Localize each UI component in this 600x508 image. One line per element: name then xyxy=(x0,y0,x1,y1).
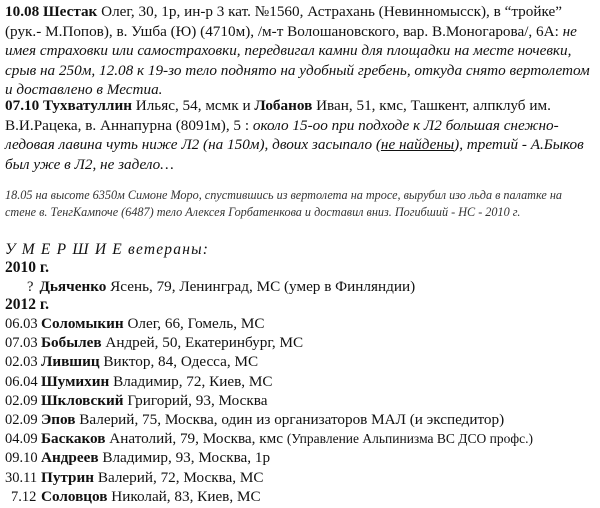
death-date: 06.03 xyxy=(5,316,38,332)
recovery-note: 18.05 на высоте 6350м Симоне Моро, спустившись из вертолета на тросе, вырубил изо льда в палатке на стене в. ТенгКампоче (6487) тело Алексея Горбатенкова и доставил вниз. Погибший - НС - 2010 г. xyxy=(5,188,562,219)
veteran-details: Ясень, 79, Ленинград, МС (умер в Финляндии) xyxy=(106,278,416,295)
death-date: 07.03 xyxy=(5,335,38,352)
entry-date: 10.08 xyxy=(5,3,40,20)
entry-details: Иван, 51, кмс, Ташкент, алпклуб им. В.И.Рацека, в. Аннапурна (8091м), 5 : xyxy=(5,97,551,134)
veteran-details: Николай, 83, Киев, МС xyxy=(107,487,261,505)
accident-entry-tukhvatullin xyxy=(5,96,593,174)
veteran-name: Путрин xyxy=(41,468,95,486)
veteran-name: Эпов xyxy=(41,411,76,428)
accident-description: не имея страховки или самостраховки, передвигал камни для площадки на месте ночевки, срыв на 250м, 12.08 к 19-зо тело поднято на удобный гребень, откуда снято вертолетом и доставлено в Местиа. xyxy=(5,22,590,99)
veteran-affiliation: (Управление Альпинизма ВС ДСО профс.) xyxy=(286,431,533,447)
veteran-entry xyxy=(5,487,595,507)
veteran-name: Дьяченко xyxy=(39,278,107,295)
veteran-details: Владимир, 93, Москва, 1р xyxy=(98,449,271,467)
veteran-name: Соловцов xyxy=(41,487,108,505)
death-date: 09.10 xyxy=(5,450,38,467)
death-date: ? xyxy=(27,279,34,295)
veteran-entry xyxy=(5,372,595,392)
veteran-details: Григорий, 93, Москва xyxy=(123,391,268,409)
veteran-entry xyxy=(5,429,595,449)
year-heading-2012: 2012 г. xyxy=(5,296,50,313)
accident-description: ), третий - А.Быков был уже в Л2, не задело… xyxy=(5,136,584,173)
veteran-entry xyxy=(5,391,595,411)
veteran-details: Анатолий, 79, Москва, кмс xyxy=(105,430,287,448)
death-date: 30.11 xyxy=(5,469,38,486)
death-date: 02.03 xyxy=(5,354,38,371)
accident-entry-shestak xyxy=(5,2,593,100)
veteran-name: Бобылев xyxy=(41,334,102,352)
veteran-entry xyxy=(5,277,595,297)
veteran-name: Лившиц xyxy=(41,353,100,371)
accident-description: около 15-оо при подходе к Л2 большая снежно-ледовая лавина чуть ниже Л2 (на 150м), двоих засыпало ( xyxy=(5,116,559,154)
veteran-entry xyxy=(5,468,595,488)
veteran-name: Шкловский xyxy=(41,391,124,409)
veteran-entry xyxy=(5,410,595,430)
entry-date: 07.10 xyxy=(5,97,40,114)
climber-name: Тухватуллин xyxy=(42,97,132,114)
veteran-details: Валерий, 72, Москва, МС xyxy=(94,468,264,486)
accident-description-underlined: не найдены xyxy=(380,136,455,154)
death-date: 04.09 xyxy=(5,431,38,448)
veteran-entry xyxy=(5,314,595,334)
veteran-name: Баскаков xyxy=(41,430,106,448)
veteran-details: Олег, 66, Гомель, МС xyxy=(123,315,265,332)
death-date: 02.09 xyxy=(5,392,38,409)
veteran-entry xyxy=(5,333,595,353)
entry-details: Ильяс, 54, мсмк и xyxy=(131,97,255,114)
veteran-name: Андреев xyxy=(41,449,99,467)
veteran-details: Владимир, 72, Киев, МС xyxy=(109,372,273,390)
death-date: 06.04 xyxy=(5,373,38,390)
death-date: 02.09 xyxy=(5,412,38,428)
climber-name: Лобанов xyxy=(254,97,313,114)
veteran-name: Шумихин xyxy=(41,372,110,390)
veteran-details: Андрей, 50, Екатеринбург, МС xyxy=(101,334,304,352)
year-heading-2010: 2010 г. xyxy=(5,259,50,276)
veteran-details: Виктор, 84, Одесса, МС xyxy=(99,353,259,371)
veteran-entry xyxy=(5,448,595,468)
veteran-name: Соломыкин xyxy=(41,315,124,332)
entry-details: Олег, 30, 1р, ин-р 3 кат. №1560, Астрахань (Невинномысск), в “тройке” (рук.- М.Попов), в. Ушба (Ю) (4710м), /м-т Волошановского, вар. В.Моногарова/, 6А: xyxy=(5,3,563,40)
death-date: 7.12 xyxy=(11,488,37,505)
veteran-entry xyxy=(5,352,595,372)
veteran-details: Валерий, 75, Москва, один из организаторов МАЛ (и экспедитор) xyxy=(75,411,505,428)
veterans-heading: У М Е Р Ш И Е ветераны: xyxy=(5,241,210,258)
climber-name: Шестак xyxy=(42,3,98,20)
